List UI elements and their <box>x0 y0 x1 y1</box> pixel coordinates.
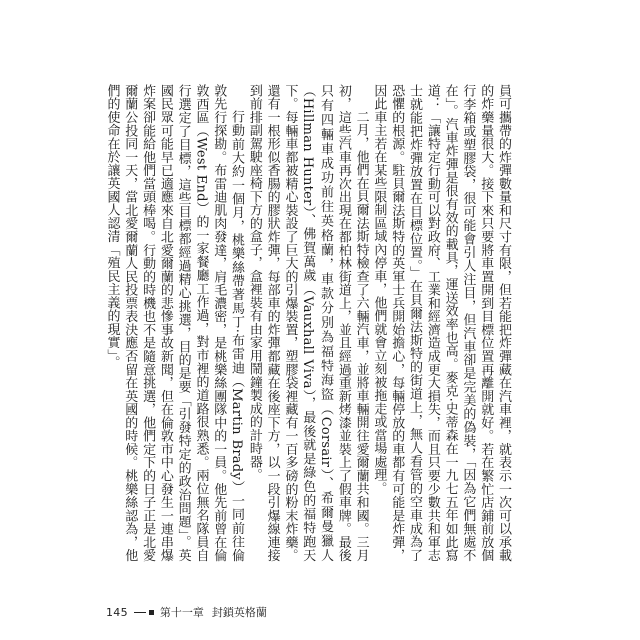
footer-rule <box>134 612 146 613</box>
section-title: 封鎖英格蘭 <box>211 606 267 619</box>
page-footer <box>106 604 267 620</box>
chapter-label: 第十一章 <box>159 606 204 619</box>
paragraph-3: 行動前大約一個月，桃樂絲帶著馬丁‧布雷迪（Martin Brady）一同前往倫敦先行探勘。布雷迪肌肉發達，肩毛濃密，是桃樂絲團隊中的一員。他先前曾在倫敦西區（West End）的一家餐廳工作過，對市裡的道路很熟悉。兩位無名隊員自行選定了目標，這些目標都經過精心挑選，目的是要「引發特定的政治問題」。英國民眾可能早已適應來自北愛爾蘭的悲慘事故新聞，但在倫敦市中心發生一連串爆炸案卻能給他們當頭棒喝。行動的時機也不是隨意挑選，他們定下的日子正是北愛爾蘭公投同一天，當北愛爾蘭人民投票表決應否留在英國的時候。桃樂絲認為，他們的使命在於讓英國人認清「殖民主義的現實」。 <box>104 84 245 562</box>
page-number: 145 <box>106 605 128 619</box>
footer-square-icon <box>149 610 154 615</box>
paragraph-2: 二月，他們在貝爾法斯特檢查了六輛汽車，並將車輛開往愛爾蘭共和國。三月初，這些汽車再次出現在都柏林街道上，並且經過重新烤漆並裝上了假車牌。最後只有四輛車成功前往英格蘭，車款分別為福特海盜（Corsair）、希爾曼獵人（Hillman Hunter）、佛賀萬歲（Vauxhall Viva），最後就是綠色的福特跑天下。每輛車都被精心裝設了巨大的引爆裝置，塑膠袋裡藏有一百多磅的粉末炸藥。還有一根形似香腸的膠狀炸彈，每部車的炸彈都藏在後座下方，以一段引爆線連接到前排副駕駛座椅下方的盒子，盒裡裝有由家用鬧鐘製成的計時器。 <box>246 84 369 562</box>
paragraph-1: 員可攜帶的炸彈數量和尺寸有限，但若能把炸彈藏在汽車裡，就表示一次可以承載的炸藥量很大。接下來只要將車置開到目標位置再離開就好。若在繁忙店鋪前放個行李箱或塑膠袋，很可能會引人注目，但汽車卻是完美的偽裝，「因為它們無處不在」。汽車炸彈是很有效的載具，運送效率也高。麥克‧史蒂森在一九七五年如此寫道：「讓特定行動可以對政府、工業和經濟造成更大損失，而且只要少數共和軍志士就能把炸彈放置在目標位置。」在貝爾法斯特的街道上，無人看管的空車成為了恐懼的根源。駐貝爾法斯特的英軍士兵開始擔心，每輛停放的車都有可能是炸彈，因此車主若在某些限制區域內停車，他們就會立刻被拖走或當場處理。 <box>371 84 511 562</box>
body-text <box>104 84 512 562</box>
